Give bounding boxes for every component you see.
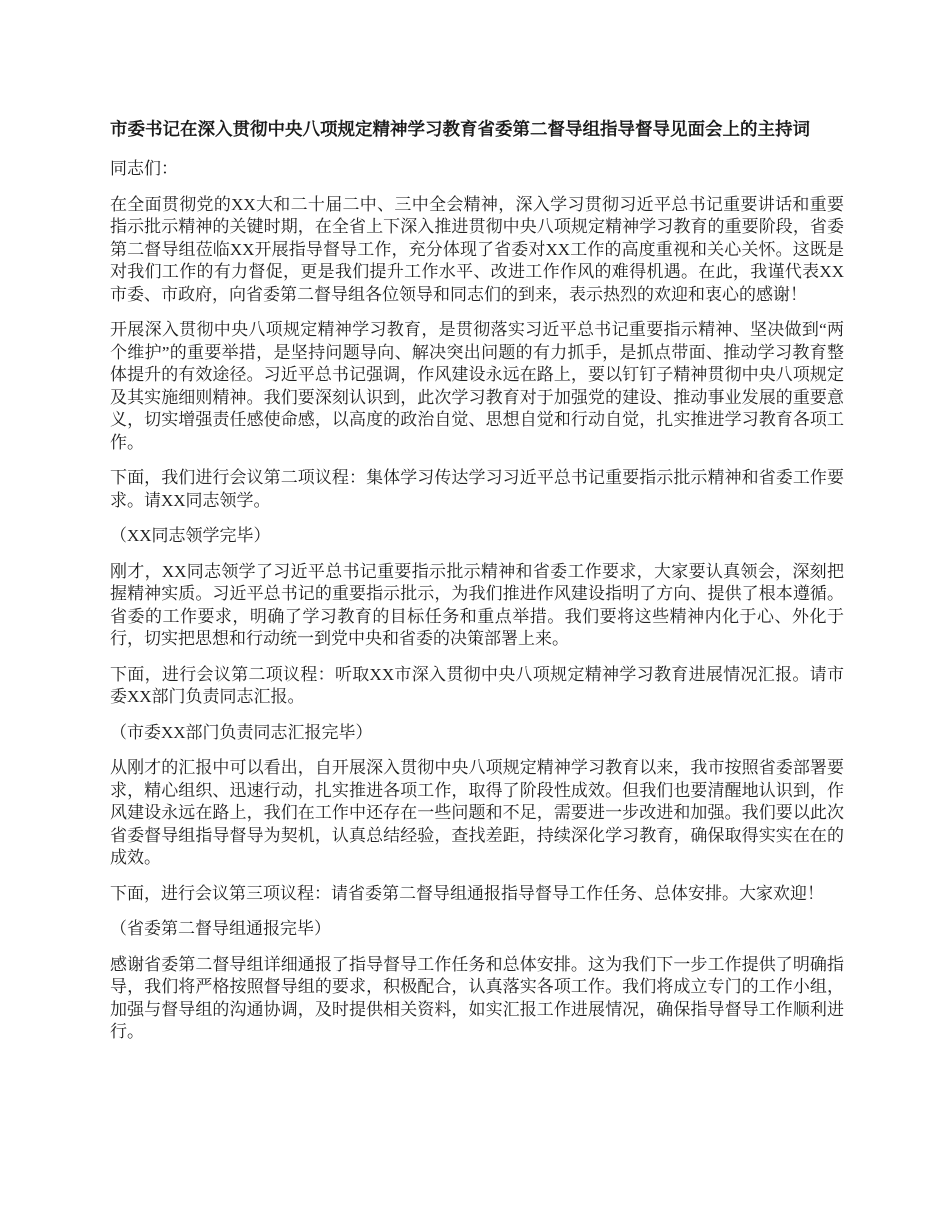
paragraph-stage-note: （省委第二督导组通报完毕） (110, 919, 331, 938)
paragraph: 感谢省委第二督导组详细通报了指导督导工作任务和总体安排。这为我们下一步工作提供了明确指导，我们将严格按照督导组的要求，积极配合，认真落实各项工作。我们将成立专门的工作小组，加强与督导组的沟通协调，及时提供相关资料，如实汇报工作进展情况，确保指导督导工作顺利进行。 (110, 954, 844, 1041)
paragraph: 在全面贯彻党的XX大和二十届二中、三中全会精神，深入学习贯彻习近平总书记重要讲话和重要指示批示精神的关键时期，在全省上下深入推进贯彻中央八项规定精神学习教育的重要阶段，省委第二督导组莅临XX开展指导督导工作，充分体现了省委对XX工作的高度重视和关心关怀。这既是对我们工作的有力督促，更是我们提升工作水平、改进工作作风的难得机遇。在此，我谨代表XX市委、市政府，向省委第二督导组各位领导和同志们的到来，表示热烈的欢迎和衷心的感谢！ (110, 194, 844, 304)
paragraph-agenda-item: 下面，我们进行会议第二项议程：集体学习传达学习习近平总书记重要指示批示精神和省委工作要求。请XX同志领学。 (110, 468, 844, 510)
paragraph-agenda-item: 下面，进行会议第二项议程：听取XX市深入贯彻中央八项规定精神学习教育进展情况汇报。请市委XX部门负责同志汇报。 (110, 664, 844, 706)
paragraph: 从刚才的汇报中可以看出，自开展深入贯彻中央八项规定精神学习教育以来，我市按照省委部署要求，精心组织、迅速行动，扎实推进各项工作，取得了阶段性成效。但我们也要清醒地认识到，作风建设永远在路上，我们在工作中还存在一些问题和不足，需要进一步改进和加强。我们要以此次省委督导组指导督导为契机，认真总结经验，查找差距，持续深化学习教育，确保取得实实在在的成效。 (110, 758, 844, 867)
paragraph-stage-note: （市委XX部门负责同志汇报完毕） (110, 722, 373, 742)
paragraph-stage-note: （XX同志领学完毕） (110, 526, 271, 545)
paragraph-salutation: 同志们： (110, 159, 178, 178)
document-title: 市委书记在深入贯彻中央八项规定精神学习教育省委第二督导组指导督导见面会上的主持词 (110, 119, 810, 139)
paragraph: 开展深入贯彻中央八项规定精神学习教育，是贯彻落实习近平总书记重要指示精神、坚决做到“两个维护”的重要举措，是坚持问题导向、解决突出问题的有力抓手，是抓点带面、推动学习教育整体提升的有效途径。习近平总书记强调，作风建设永远在路上，要以钉钉子精神贯彻中央八项规定及其实施细则精神。我们要深刻认识到，此次学习教育对于加强党的建设、推动事业发展的重要意义，切实增强责任感使命感，以高度的政治自觉、思想自觉和行动自觉，扎实推进学习教育各项工作。 (110, 320, 844, 452)
paragraph: 刚才，XX同志领学了习近平总书记重要指示批示精神和省委工作要求，大家要认真领会，深刻把握精神实质。习近平总书记的重要指示批示，为我们推进作风建设指明了方向、提供了根本遵循。省委的工作要求，明确了学习教育的目标任务和重点举措。我们要将这些精神内化于心、外化于行，切实把思想和行动统一到党中央和省委的决策部署上来。 (110, 561, 844, 648)
paragraph-agenda-item: 下面，进行会议第三项议程：请省委第二督导组通报指导督导工作任务、总体安排。大家欢迎！ (110, 883, 824, 903)
